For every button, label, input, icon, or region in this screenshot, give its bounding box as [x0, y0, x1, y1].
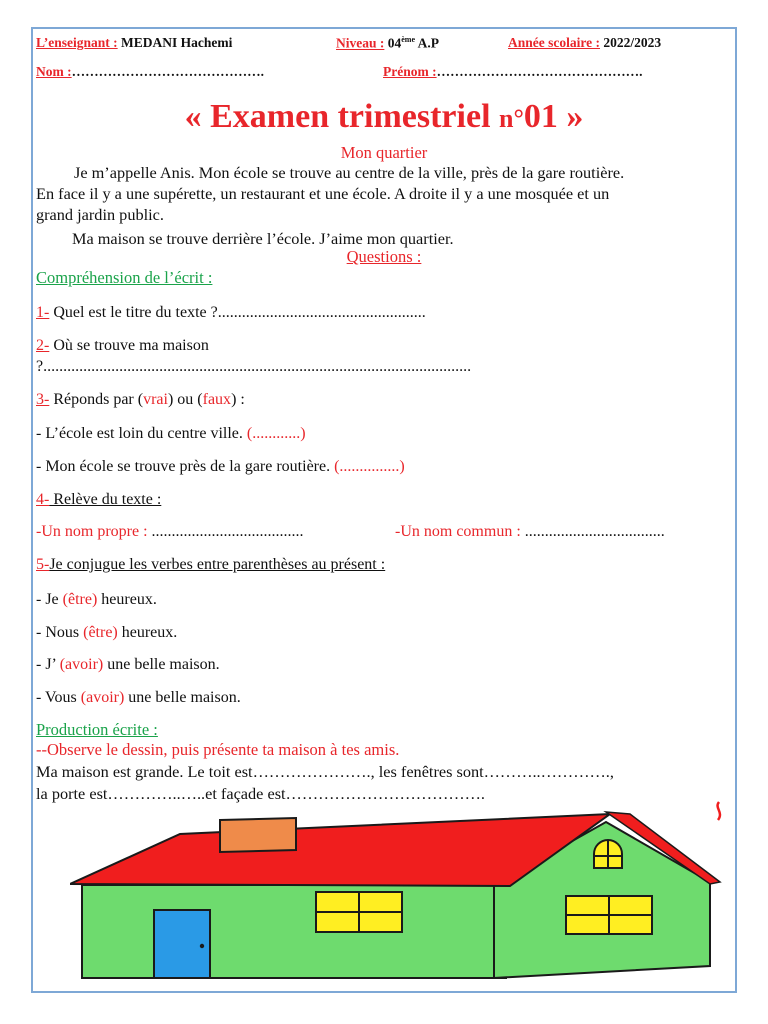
q4a-label: -Un nom propre :: [36, 523, 148, 540]
verb-infinitive: (avoir): [80, 689, 125, 706]
verb-post: heureux.: [117, 624, 178, 641]
verb-pre: - J’: [36, 656, 60, 673]
firstname-label: Prénom :: [383, 64, 437, 79]
question-1: [36, 302, 426, 323]
production-instruction: --Observe le dessin, puis présente ta maison à tes amis.: [36, 740, 400, 759]
production-line-2[interactable]: la porte est…………..…..et façade est……………………………….: [36, 784, 486, 803]
question-2: [36, 335, 209, 356]
firstname-dots[interactable]: ……………………………………….: [436, 64, 643, 79]
verb-infinitive: (être): [62, 591, 98, 608]
q3-pre: Réponds par (: [49, 391, 144, 408]
q1-number: 1-: [36, 304, 50, 321]
verb-post: une belle maison.: [103, 656, 220, 673]
q3b-blank[interactable]: (...............): [334, 458, 405, 475]
teacher-label: L’enseignant :: [36, 35, 118, 50]
comprehension-heading: Compréhension de l’écrit :: [36, 268, 213, 287]
q5-number: 5-: [36, 556, 50, 573]
q4-item-a: [36, 521, 304, 542]
door-knob: [200, 944, 204, 948]
q4-number: 4-: [36, 491, 50, 508]
q3-mid: ) ou (: [167, 391, 203, 408]
q3-faux: faux: [202, 391, 232, 408]
verb-pre: - Nous: [36, 624, 84, 641]
text-heading: Mon quartier: [340, 143, 428, 162]
verb-post: heureux.: [97, 591, 157, 608]
q3a-text: - L’école est loin du centre ville.: [36, 425, 247, 442]
q1-text[interactable]: Quel est le titre du texte ?....................................................: [49, 304, 426, 321]
level-suffix: A.P: [417, 35, 440, 51]
level-label: Niveau :: [336, 35, 385, 51]
name-label: Nom :: [36, 64, 72, 79]
verb-infinitive: (être): [83, 624, 118, 641]
q2-number: 2-: [36, 337, 50, 354]
question-5: [36, 554, 385, 575]
verb-pre: - Vous: [36, 689, 81, 706]
text-line-2: En face il y a une supérette, un restaurant et une école. A droite il y a une mosquée et un: [36, 184, 610, 203]
verb-item: [36, 622, 177, 643]
verb-item: [36, 687, 241, 708]
exam-title-num: 01 »: [523, 98, 584, 135]
production-heading: Production écrite :: [36, 720, 158, 739]
text-line-1: Je m’appelle Anis. Mon école se trouve au centre de la ville, près de la gare routière.: [74, 163, 625, 182]
questions-heading: Questions :: [346, 247, 422, 266]
q2-text: Où se trouve ma maison: [49, 337, 209, 354]
year-line: [508, 35, 661, 51]
exam-title: [0, 98, 768, 136]
q4-text: Relève du texte :: [49, 491, 162, 508]
q3-number: 3-: [36, 391, 50, 408]
verb-post: une belle maison.: [124, 689, 241, 706]
verb-infinitive: (avoir): [59, 656, 104, 673]
text-line-3: grand jardin public.: [36, 205, 164, 224]
house-drawing: [70, 800, 730, 990]
production-line-1[interactable]: Ma maison est grande. Le toit est…………………., les fenêtres sont………..………….,: [36, 762, 614, 781]
exam-title-no: n°: [499, 104, 524, 133]
name-dots[interactable]: …………………………………….: [71, 64, 264, 79]
q3-post: ) :: [231, 391, 245, 408]
teacher-name: MEDANI Hachemi: [121, 35, 233, 50]
question-3: [36, 389, 245, 410]
house-front-wall: [82, 885, 506, 978]
level-value: 04: [387, 35, 402, 51]
q4b-dots[interactable]: ...................................: [520, 523, 665, 540]
teacher-line: [36, 35, 232, 51]
verb-item: [36, 654, 220, 675]
q3-item-b: [36, 456, 405, 477]
q5-text: Je conjugue les verbes entre parenthèses au présent :: [49, 556, 386, 573]
name-line: [36, 64, 264, 80]
text-line-4: Ma maison se trouve derrière l’école. J’aime mon quartier.: [72, 229, 454, 248]
q3a-blank[interactable]: (............): [246, 425, 306, 442]
q2-answer-dots[interactable]: ?...........................................................................................................: [36, 358, 472, 375]
q4b-label: -Un nom commun :: [395, 523, 521, 540]
verb-item: [36, 589, 157, 610]
verb-pre: - Je: [36, 591, 63, 608]
q4a-dots[interactable]: ......................................: [147, 523, 304, 540]
year-label: Année scolaire :: [508, 35, 600, 50]
year-value: 2022/2023: [603, 35, 662, 50]
q3-item-a: [36, 423, 306, 444]
level-sup: ème: [401, 35, 416, 44]
q3-vrai: vrai: [143, 391, 168, 408]
house-chimney: [220, 818, 296, 852]
q4-item-b: [395, 521, 665, 542]
q3b-text: - Mon école se trouve près de la gare routière.: [36, 458, 335, 475]
exam-title-open: « Examen trimestriel: [184, 98, 500, 135]
level-line: [336, 35, 439, 52]
question-4: [36, 489, 161, 510]
firstname-line: [383, 64, 642, 80]
